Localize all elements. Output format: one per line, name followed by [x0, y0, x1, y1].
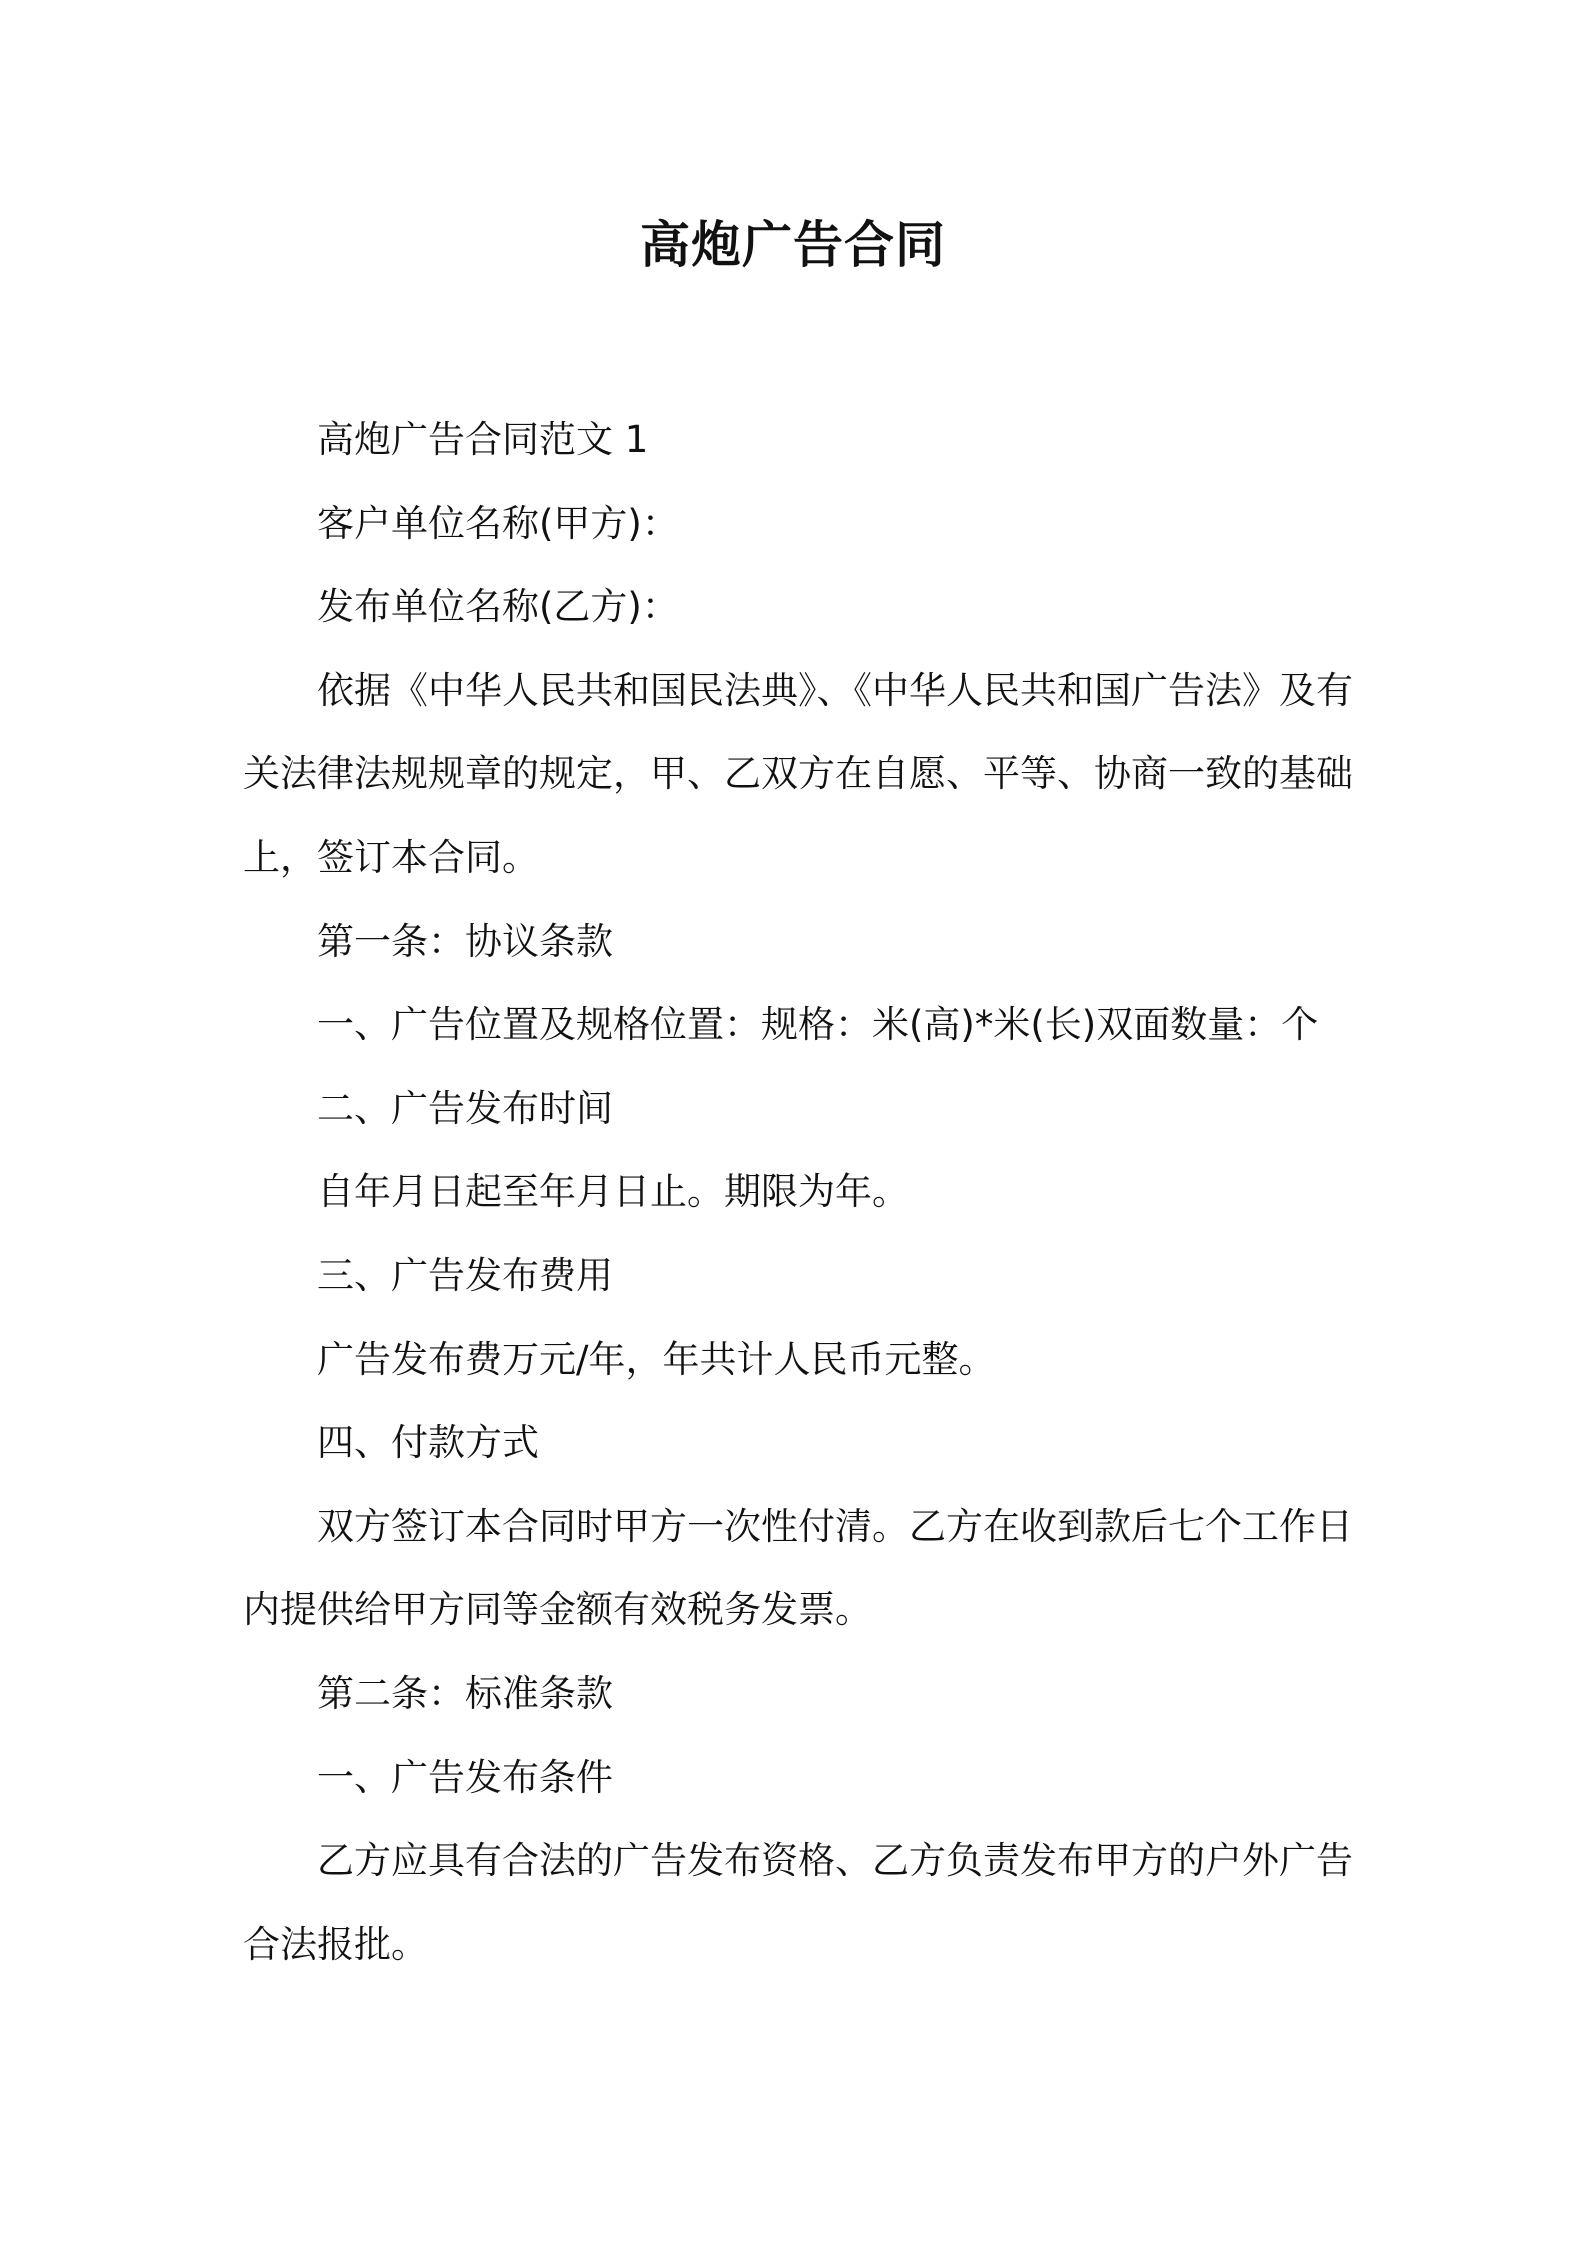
paragraph-article-1: 第一条：协议条款 — [317, 919, 613, 963]
paragraph-article-2: 第二条：标准条款 — [317, 1671, 613, 1715]
paragraph-payment-heading: 四、付款方式 — [317, 1421, 539, 1465]
paragraph-party-a: 客户单位名称(甲方)： — [317, 501, 679, 545]
paragraph-ad-time-heading: 二、广告发布时间 — [317, 1086, 613, 1130]
paragraph-ad-time: 自年月日起至年月日止。期限为年。 — [317, 1170, 909, 1214]
document-title: 高炮广告合同 — [640, 216, 946, 274]
paragraph-legal-basis: 依据《中华人民共和国民法典》、《中华人民共和国广告法》及有关法律法规规章的规定，甲、乙双方在自愿、平等、协商一致的基础上，签订本合同。 — [243, 668, 1353, 879]
paragraph-publish-conditions-heading: 一、广告发布条件 — [317, 1755, 613, 1799]
paragraph-party-b: 发布单位名称(乙方)： — [317, 585, 679, 629]
paragraph-ad-location: 一、广告位置及规格位置：规格：米(高)*米(长)双面数量：个 — [317, 1003, 1319, 1047]
document-body — [243, 398, 1353, 1986]
paragraph-ad-fee: 广告发布费万元/年，年共计人民币元整。 — [317, 1337, 996, 1381]
paragraph-payment: 双方签订本合同时甲方一次性付清。乙方在收到款后七个工作日内提供给甲方同等金额有效税务发票。 — [243, 1504, 1353, 1632]
paragraph-publish-conditions: 乙方应具有合法的广告发布资格、乙方负责发布甲方的户外广告合法报批。 — [243, 1839, 1353, 1966]
paragraph-ad-fee-heading: 三、广告发布费用 — [317, 1253, 613, 1297]
paragraph-sample-heading: 高炮广告合同范文 1 — [317, 418, 649, 461]
